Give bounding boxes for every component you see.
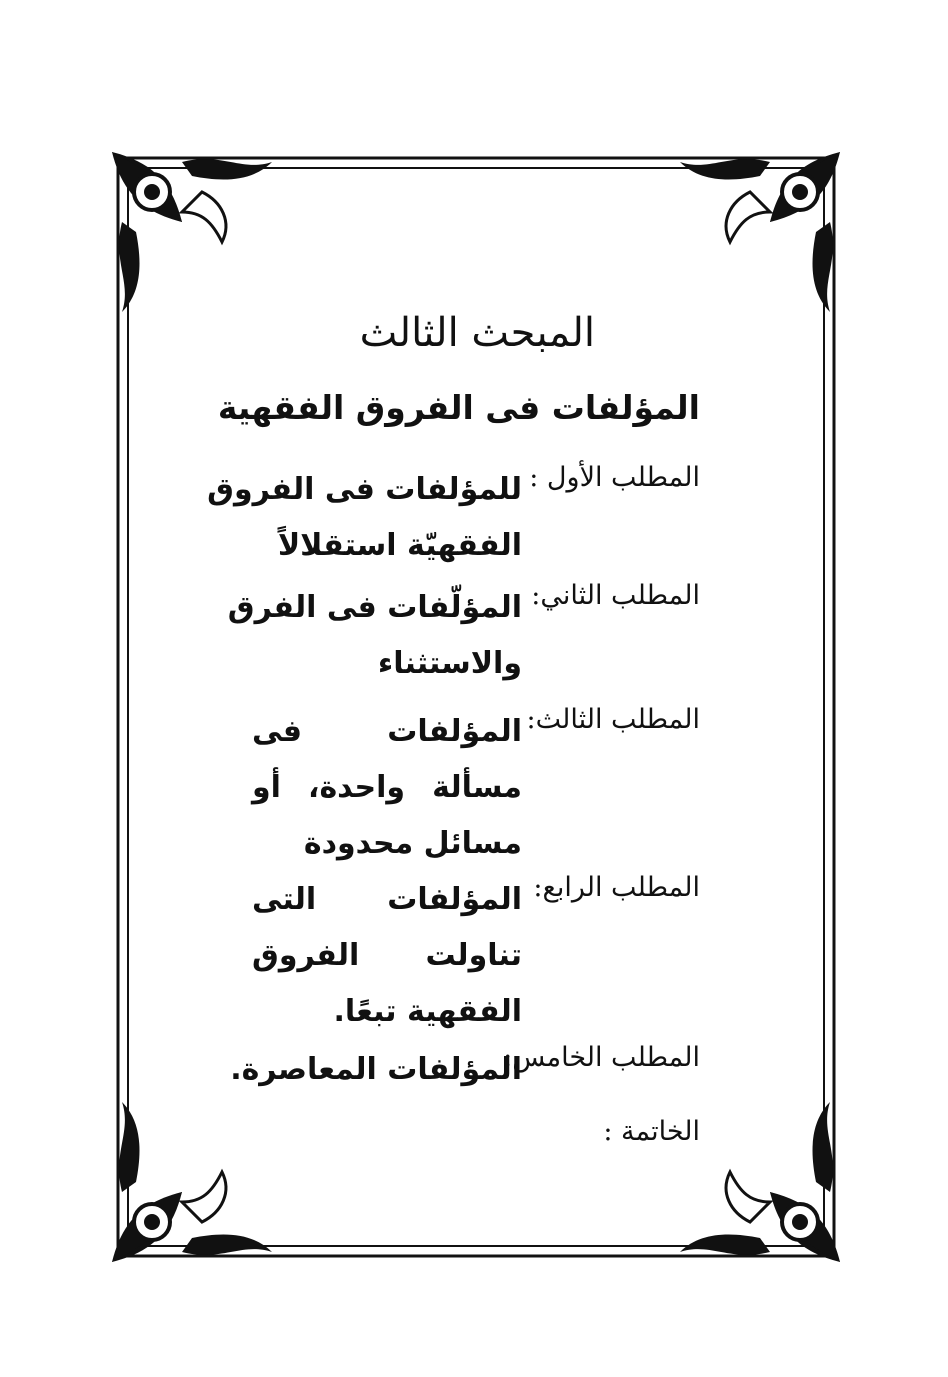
section-heading: المبحث الثالث: [359, 310, 595, 356]
toc-entry-text: مسألة واحدة، أو: [252, 770, 522, 805]
toc-entry-label: المطلب الثالث:: [526, 704, 700, 735]
toc-entry-label: المطلب الأول :: [529, 462, 700, 493]
toc-entry-label: المطلب الرابع:: [533, 872, 700, 903]
toc-entry-text: الفقهية تبعًا.: [333, 994, 522, 1029]
toc-entry-label: المطلب الخامس:: [503, 1042, 700, 1073]
toc-entry-text: المؤلّفات فى الفرق: [227, 590, 522, 625]
page-content: [112, 152, 840, 1262]
toc-entry-text: للمؤلفات فى الفروق: [207, 472, 522, 507]
toc-entry-label: المطلب الثاني:: [531, 580, 700, 611]
toc-entry-text: الفقهيّة استقلالاً: [277, 528, 522, 563]
toc-entry-text: المؤلفات التى: [252, 882, 522, 917]
section-subtitle: المؤلفات فى الفروق الفقهية: [217, 388, 700, 427]
toc-entry-text: المؤلفات المعاصرة.: [230, 1052, 522, 1087]
toc-entry-label: الخاتمة :: [603, 1116, 700, 1147]
toc-entry-text: مسائل محدودة: [303, 826, 522, 861]
toc-entry-text: المؤلفات فى: [252, 714, 522, 749]
toc-entry-text: والاستثناء: [377, 646, 522, 681]
toc-entry-text: تناولت الفروق: [252, 938, 522, 973]
